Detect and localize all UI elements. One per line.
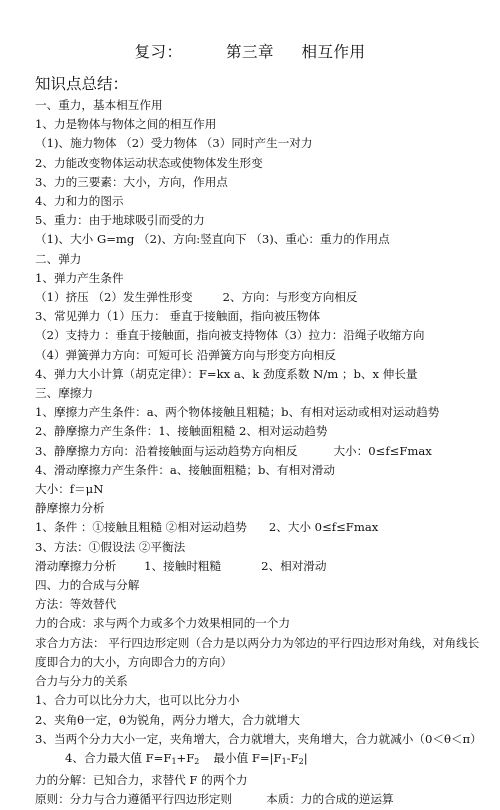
page-title — [0, 40, 500, 62]
heading-elastic-force: 二、弹力 — [35, 251, 82, 266]
text-segment: 3、静摩擦力方向：沿着接触面与运动趋势方向相反 — [35, 443, 298, 458]
text-line: 1、合力可以比分力大，也可以比分力小 — [35, 693, 240, 708]
text-segment: 1、条件 ：①接触且粗糙 ②相对运动趋势 — [35, 520, 247, 535]
formula-max: 4、合力最大值 $F=F_1+F_2$ — [65, 750, 200, 766]
text-line: （4）弹簧弹力方向：可短可长 沿弹簧方向与形变方向相反 — [35, 347, 336, 362]
text-line — [35, 518, 482, 537]
text-line: 1、弹力产生条件 — [35, 270, 124, 285]
text-paragraph — [35, 730, 482, 771]
text-line — [35, 557, 482, 576]
text-segment: （1）挤压 （2）发生弹性形变 — [35, 290, 193, 305]
heading-composition: 四、力的合成与分解 — [35, 578, 140, 593]
title-chapter: 第三章 — [225, 43, 274, 61]
text-line: 3、常见弹力（1）压力： 垂直于接触面，指向被压物体 — [35, 309, 321, 324]
text-line: 4、力和力的图示 — [35, 194, 124, 209]
text-segment: 3、当两个分力大小一定，夹角增大，合力就增大，夹角增大，合力就减小（0＜θ＜π） — [35, 731, 482, 746]
notes-body — [35, 96, 482, 810]
text-line: 静摩擦力分析 — [35, 501, 105, 516]
text-segment: 大小：0≤f≤Fmax — [333, 443, 432, 458]
text-line: 力的分解：已知合力，求替代 F 的两个力 — [35, 773, 248, 788]
text-line: 2、夹角θ一定，θ为锐角，两分力增大，合力就增大 — [35, 712, 300, 727]
text-line — [35, 442, 482, 461]
text-segment: 1、接触时粗糙 — [144, 558, 222, 573]
title-review: 复习： — [134, 43, 183, 61]
text-line: （1)、施力物体 （2）受力物体 （3）同时产生一对力 — [35, 136, 313, 151]
text-segment: 滑动摩擦力分析 — [35, 558, 117, 573]
title-topic: 相互作用 — [301, 43, 366, 61]
text-line: 4、弹力大小计算（胡克定律）：F=kx a、k 劲度系数 N/m ；b、x 伸长量 — [35, 366, 418, 381]
heading-friction: 三、摩擦力 — [35, 386, 93, 401]
text-line: 2、力能改变物体运动状态或使物体发生形变 — [35, 155, 263, 170]
text-line: 3、方法：①假设法 ②平衡法 — [35, 539, 186, 554]
text-paragraph: 求合力方法： 平行四边形定则（合力是以两分力为邻边的平行四边形对角线，对角线长度即合力的大小，方向即合力的方向） — [35, 635, 480, 669]
text-line: 3、力的三要素：大小，方向，作用点 — [35, 174, 228, 189]
text-line: 大小：f＝μN — [35, 482, 104, 497]
text-line: 2、静摩擦力产生条件：1、接触面粗糙 2、相对运动趋势 — [35, 424, 328, 439]
heading-gravity: 一、重力，基本相互作用 — [35, 98, 163, 112]
text-line: 合力与分力的关系 — [35, 674, 128, 689]
text-line: 1、摩擦力产生条件：a、两个物体接触且粗糙；b、有相对运动或相对运动趋势 — [35, 405, 440, 420]
text-line: 5、重力：由于地球吸引而受的力 — [35, 213, 205, 228]
text-line: 方法：等效替代 — [35, 597, 117, 612]
text-line — [35, 790, 482, 809]
text-segment: 原则：分力与合力遵循平行四边形定则 — [35, 792, 233, 807]
formula-min: 最小值 $F=|F_1-F_2|$ — [213, 750, 308, 766]
text-line: 4、滑动摩擦力产生条件：a、接触面粗糙；b、有相对滑动 — [35, 462, 335, 477]
text-segment: 2、大小 0≤f≤Fmax — [268, 520, 379, 535]
text-line: 1、力是物体与物体之间的相互作用 — [35, 117, 217, 132]
text-line: 力的合成：求与两个力或多个力效果相同的一个力 — [35, 616, 291, 631]
text-segment: 本质：力的合成的逆运算 — [266, 792, 394, 807]
text-segment: 2、方向：与形变方向相反 — [222, 290, 358, 305]
text-line: （1)、大小 G=mg （2)、方向:竖直向下 （3)、重心：重力的作用点 — [35, 232, 390, 247]
text-segment: 2、相对滑动 — [261, 558, 327, 573]
summary-heading: 知识点总结： — [35, 75, 129, 93]
text-line — [35, 288, 482, 307]
text-line: （2）支持力 ：垂直于接触面，指向被支持物体（3）拉力：沿绳子收缩方向 — [35, 328, 425, 343]
